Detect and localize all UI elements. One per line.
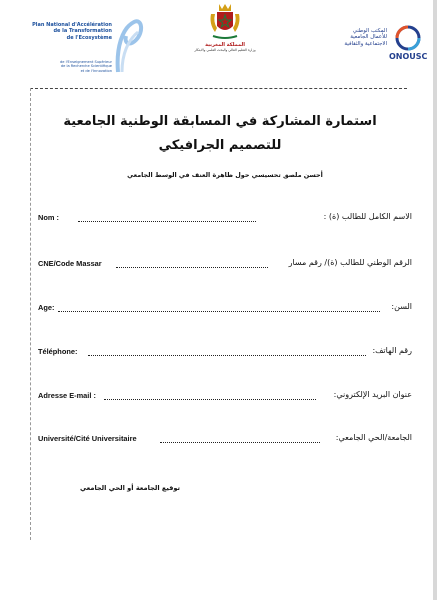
form-title-line1: استمارة المشاركة في المسابقة الوطنية الجامعية <box>63 114 377 129</box>
page-edge <box>433 0 437 600</box>
field-row-phone[interactable] <box>38 347 412 363</box>
national-plan-tagline: de l'Enseignement Supérieur de la Recherche Scientifique et de l'Innovation <box>59 60 112 73</box>
field-label-fr: Université/Cité Universitaire <box>38 434 137 443</box>
form-title-line2: للتصميم الجرافيكي <box>158 138 282 153</box>
ecosystem-swirl-icon <box>114 18 144 76</box>
ministry-name: وزارة التعليم العالي والبحث العلمي والابتكار <box>194 48 256 52</box>
field-label-ar: الجامعة/الحي الجامعي: <box>335 433 412 442</box>
field-label-fr: Nom : <box>38 213 59 222</box>
field-row-age[interactable] <box>38 303 412 319</box>
signature-label: توقيع الجامعة أو الحي الجامعي <box>79 484 180 492</box>
left-margin-line <box>30 88 31 540</box>
field-label-ar: السن: <box>391 302 412 311</box>
national-plan-logo <box>30 18 142 80</box>
field-row-email[interactable] <box>38 391 412 407</box>
field-row-name[interactable] <box>38 213 412 229</box>
header-divider <box>30 88 407 89</box>
fill-in-line[interactable] <box>116 267 268 268</box>
field-label-ar: عنوان البريد الإلكتروني: <box>333 390 412 399</box>
fill-in-line[interactable] <box>160 442 320 443</box>
form-subtitle: أحسن ملصق تحسيسي حول ظاهرة العنف في الوسط الجامعي <box>127 171 323 179</box>
field-label-fr: Age: <box>38 303 55 312</box>
onousc-brand: ONOUSC <box>389 52 428 61</box>
onousc-arabic-name: المكتب الوطني للأعمال الجامعية الاجتماعية والثقافية <box>344 28 387 47</box>
field-label-fr: Adresse E-mail : <box>38 391 96 400</box>
kingdom-logo <box>178 2 272 68</box>
field-label-ar: الرقم الوطني للطالب (ة)/ رقم مسار <box>288 258 412 267</box>
fill-in-line[interactable] <box>58 311 380 312</box>
onousc-emblem-icon <box>393 24 423 52</box>
field-label-fr: CNE/Code Massar <box>38 259 102 268</box>
fill-in-line[interactable] <box>104 399 316 400</box>
fill-in-line[interactable] <box>88 355 366 356</box>
kingdom-name: المملكة المغربية <box>205 42 245 48</box>
onousc-logo <box>337 22 429 68</box>
field-label-ar: الاسم الكامل للطالب (ة) : <box>323 212 412 221</box>
field-label-fr: Téléphone: <box>38 347 78 356</box>
coat-of-arms-icon <box>205 2 245 42</box>
field-row-cne[interactable] <box>38 259 412 275</box>
national-plan-name: Plan National d'Accélération de la Transformation de l'Ecosystème <box>32 22 112 41</box>
fill-in-line[interactable] <box>78 221 256 222</box>
field-label-ar: رقم الهاتف: <box>372 346 412 355</box>
field-row-university[interactable] <box>38 434 412 450</box>
